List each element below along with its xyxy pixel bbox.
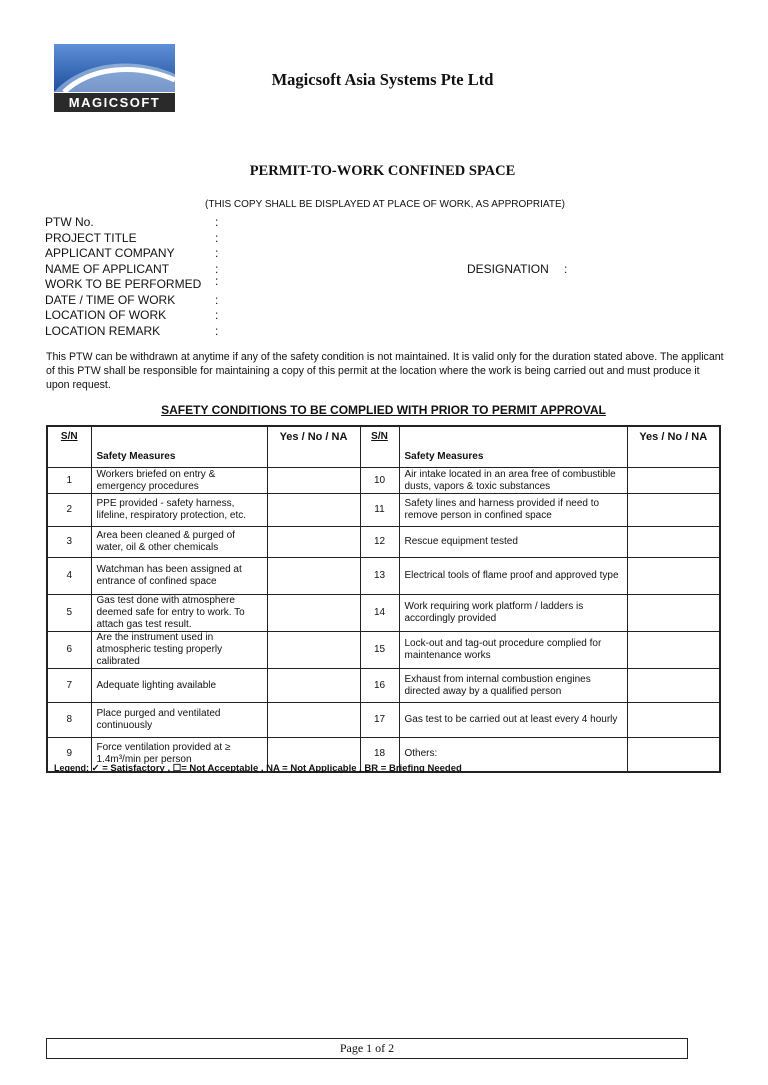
- field-applicant-company: [45, 246, 745, 262]
- row-measure: Gas test done with atmosphere deemed safe for entry to work. To attach gas test result.: [91, 595, 267, 632]
- row-measure: Others:: [399, 738, 627, 772]
- row-measure: Force ventilation provided at ≥ 1.4m³/min per person: [91, 738, 267, 772]
- row-sn: 6: [47, 632, 91, 669]
- field-colon: :: [215, 215, 219, 229]
- row-sn: 8: [47, 703, 91, 738]
- row-response-cell[interactable]: [267, 494, 360, 527]
- row-sn: 14: [360, 595, 399, 632]
- row-response-cell[interactable]: [627, 632, 720, 669]
- field-label: LOCATION OF WORK: [45, 308, 167, 322]
- table-header-row: [47, 426, 720, 468]
- response-header: Yes / No / NA: [627, 426, 720, 468]
- row-response-cell[interactable]: [267, 558, 360, 595]
- row-response-cell[interactable]: [627, 468, 720, 494]
- row-sn: 15: [360, 632, 399, 669]
- row-sn: 1: [47, 468, 91, 494]
- field-date-time: [45, 293, 745, 309]
- field-label: PROJECT TITLE: [45, 230, 137, 245]
- row-measure: Gas test to be carried out at least every 4 hourly: [399, 703, 627, 738]
- measures-header: Safety Measures: [91, 426, 267, 468]
- row-sn: 13: [360, 558, 399, 595]
- row-sn: 16: [360, 669, 399, 703]
- permit-details: [45, 215, 745, 339]
- row-measure: Rescue equipment tested: [399, 527, 627, 558]
- field-label: LOCATION REMARK: [45, 323, 161, 338]
- row-response-cell[interactable]: [267, 527, 360, 558]
- row-measure: Electrical tools of flame proof and approved type: [399, 558, 627, 595]
- designation-label: DESIGNATION: [467, 261, 549, 276]
- field-project-title: [45, 231, 745, 247]
- row-response-cell[interactable]: [627, 595, 720, 632]
- table-row: [47, 558, 720, 595]
- row-sn: 11: [360, 494, 399, 527]
- row-measure: Watchman has been assigned at entrance of confined space: [91, 558, 267, 595]
- table-row: [47, 703, 720, 738]
- field-label: DATE / TIME OF WORK: [45, 292, 176, 307]
- field-colon: :: [215, 246, 219, 260]
- measures-header: Safety Measures: [399, 426, 627, 468]
- field-work-to-be-performed: [45, 274, 745, 293]
- row-measure: Exhaust from internal combustion engines directed away by a qualified person: [399, 669, 627, 703]
- row-measure: Adequate lighting available: [91, 669, 267, 703]
- row-response-cell[interactable]: [627, 738, 720, 772]
- row-sn: 3: [47, 527, 91, 558]
- field-label: APPLICANT COMPANY: [45, 246, 175, 260]
- field-colon: :: [215, 308, 219, 322]
- table-row: [47, 527, 720, 558]
- row-response-cell[interactable]: [627, 527, 720, 558]
- withdrawal-notice: This PTW can be withdrawn at anytime if any of the safety condition is not maintained. It is valid only for the duration stated above. The applicant of this PTW shall be responsible for maintaining a copy of this permit at the location where the work is being carried out and must produce it upon request.: [46, 351, 724, 391]
- row-measure: Area been cleaned & purged of water, oil & other chemicals: [91, 527, 267, 558]
- safety-conditions-table: [46, 425, 721, 773]
- document-title: PERMIT-TO-WORK CONFINED SPACE: [249, 163, 516, 179]
- field-colon: :: [215, 292, 219, 307]
- field-colon: :: [215, 323, 219, 338]
- row-response-cell[interactable]: [267, 632, 360, 669]
- field-label: PTW No.: [45, 215, 94, 229]
- row-measure: Air intake located in an area free of combustible dusts, vapors & toxic substances: [399, 468, 627, 494]
- row-response-cell[interactable]: [267, 669, 360, 703]
- table-row: [47, 494, 720, 527]
- row-response-cell[interactable]: [627, 703, 720, 738]
- row-measure: Place purged and ventilated continuously: [91, 703, 267, 738]
- row-sn: 7: [47, 669, 91, 703]
- field-location-of-work: [45, 308, 745, 324]
- row-sn: 17: [360, 703, 399, 738]
- field-label: WORK TO BE PERFORMED: [45, 277, 202, 291]
- safety-section-heading: SAFETY CONDITIONS TO BE COMPLIED WITH PRIOR TO PERMIT APPROVAL: [161, 403, 606, 417]
- row-measure: Are the instrument used in atmospheric testing properly calibrated: [91, 632, 267, 669]
- row-sn: 10: [360, 468, 399, 494]
- row-sn: 2: [47, 494, 91, 527]
- row-sn: 9: [47, 738, 91, 772]
- row-measure: Workers briefed on entry & emergency procedures: [91, 468, 267, 494]
- logo-text: MAGICSOFT: [68, 95, 161, 110]
- row-sn: 12: [360, 527, 399, 558]
- row-response-cell[interactable]: [627, 558, 720, 595]
- row-response-cell[interactable]: [627, 494, 720, 527]
- sn-header: S/N: [360, 426, 399, 468]
- row-measure: PPE provided - safety harness, lifeline, respiratory protection, etc.: [91, 494, 267, 527]
- page-footer: Page 1 of 2: [46, 1038, 688, 1059]
- company-logo: [54, 44, 175, 112]
- field-label: NAME OF APPLICANT: [45, 261, 170, 276]
- field-colon: :: [215, 230, 219, 245]
- field-colon: :: [215, 274, 219, 288]
- row-response-cell[interactable]: [627, 669, 720, 703]
- sn-header: S/N: [47, 426, 91, 468]
- row-response-cell[interactable]: [267, 595, 360, 632]
- table-row: [47, 669, 720, 703]
- row-response-cell[interactable]: [267, 468, 360, 494]
- field-colon: :: [215, 261, 219, 276]
- field-colon: :: [564, 261, 568, 276]
- document-subtitle: (THIS COPY SHALL BE DISPLAYED AT PLACE OF WORK, AS APPROPRIATE): [205, 199, 565, 210]
- field-location-remark: [45, 324, 745, 340]
- row-measure: Safety lines and harness provided if need to remove person in confined space: [399, 494, 627, 527]
- table-row: [47, 468, 720, 494]
- row-sn: 5: [47, 595, 91, 632]
- row-measure: Work requiring work platform / ladders is accordingly provided: [399, 595, 627, 632]
- legend-text: ✓ = Satisfactory , ☐= Not Acceptable , NA = Not Applicable , BR = Briefing Needed: [91, 763, 462, 774]
- table-row: [47, 632, 720, 669]
- response-header: Yes / No / NA: [267, 426, 360, 468]
- row-response-cell[interactable]: [267, 703, 360, 738]
- row-sn: 4: [47, 558, 91, 595]
- field-name-of-applicant: [45, 262, 745, 278]
- table-row: [47, 595, 720, 632]
- legend: [54, 763, 462, 774]
- row-measure: Lock-out and tag-out procedure complied for maintenance works: [399, 632, 627, 669]
- legend-label: Legend:: [54, 763, 89, 773]
- row-sn: 18: [360, 738, 399, 772]
- company-name: Magicsoft Asia Systems Pte Ltd: [271, 70, 494, 89]
- field-ptw-no: [45, 215, 745, 231]
